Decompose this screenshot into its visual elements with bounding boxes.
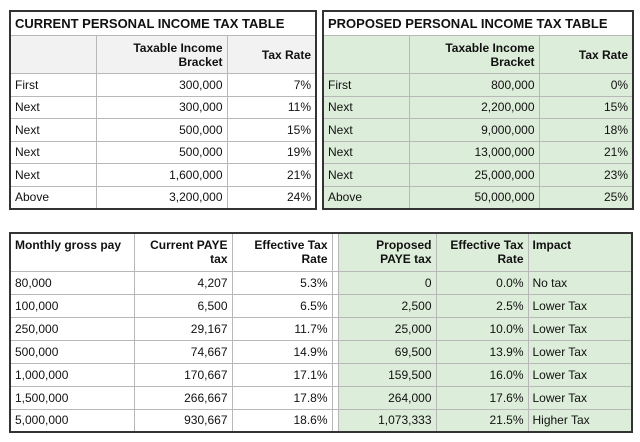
table-row: [323, 119, 633, 142]
bracket-label: Next: [323, 96, 409, 119]
gross-pay: 80,000: [10, 271, 134, 294]
current-table-title: CURRENT PERSONAL INCOME TAX TABLE: [10, 11, 316, 36]
gross-pay: 500,000: [10, 340, 134, 363]
header-impact: Impact: [528, 233, 632, 271]
current-rate: 14.9%: [232, 340, 332, 363]
table-row: [10, 74, 316, 97]
current-rate: 11.7%: [232, 317, 332, 340]
proposed-paye: 1,073,333: [338, 409, 436, 432]
impact: Lower Tax: [528, 363, 632, 386]
header-proposed-rate: Effective Tax Rate: [436, 233, 528, 271]
bracket-label: Above: [10, 186, 96, 209]
proposed-header-rate: Tax Rate: [539, 36, 633, 74]
proposed-rate: 2.5%: [436, 294, 528, 317]
proposed-paye: 25,000: [338, 317, 436, 340]
bracket-label: Next: [323, 164, 409, 187]
current-header-bracket: Taxable Income Bracket: [96, 36, 227, 74]
impact: Lower Tax: [528, 386, 632, 409]
gross-pay: 100,000: [10, 294, 134, 317]
proposed-rate: 21.5%: [436, 409, 528, 432]
current-paye: 74,667: [134, 340, 232, 363]
table-row: [323, 164, 633, 187]
proposed-paye: 159,500: [338, 363, 436, 386]
bracket-label: Next: [10, 96, 96, 119]
table-row: [10, 294, 632, 317]
current-rate: 17.8%: [232, 386, 332, 409]
proposed-tax-table: [322, 10, 634, 210]
proposed-paye: 2,500: [338, 294, 436, 317]
impact: Lower Tax: [528, 340, 632, 363]
proposed-rate: 16.0%: [436, 363, 528, 386]
gross-pay: 1,500,000: [10, 386, 134, 409]
table-row: [10, 271, 632, 294]
bracket-amount: 9,000,000: [409, 119, 539, 142]
impact: Higher Tax: [528, 409, 632, 432]
bracket-rate: 11%: [227, 96, 316, 119]
current-paye: 266,667: [134, 386, 232, 409]
table-row: [323, 74, 633, 97]
current-header-rate: Tax Rate: [227, 36, 316, 74]
bracket-rate: 18%: [539, 119, 633, 142]
table-row: [10, 164, 316, 187]
bracket-rate: 7%: [227, 74, 316, 97]
bracket-amount: 300,000: [96, 74, 227, 97]
header-gross: Monthly gross pay: [10, 233, 134, 271]
current-paye: 6,500: [134, 294, 232, 317]
bracket-label: Next: [323, 119, 409, 142]
header-proposed-paye: Proposed PAYE tax: [338, 233, 436, 271]
gross-pay: 1,000,000: [10, 363, 134, 386]
proposed-rate: 0.0%: [436, 271, 528, 294]
bracket-rate: 15%: [227, 119, 316, 142]
impact: No tax: [528, 271, 632, 294]
proposed-paye: 264,000: [338, 386, 436, 409]
impact: Lower Tax: [528, 317, 632, 340]
proposed-paye: 69,500: [338, 340, 436, 363]
table-row: [10, 141, 316, 164]
bracket-label: First: [10, 74, 96, 97]
table-row: [10, 317, 632, 340]
bracket-rate: 21%: [539, 141, 633, 164]
table-row: [323, 96, 633, 119]
proposed-rate: 13.9%: [436, 340, 528, 363]
table-row: [10, 119, 316, 142]
bracket-amount: 800,000: [409, 74, 539, 97]
table-row: [10, 363, 632, 386]
current-rate: 18.6%: [232, 409, 332, 432]
table-row: [323, 186, 633, 209]
current-tax-table: [9, 10, 317, 210]
current-paye: 930,667: [134, 409, 232, 432]
current-rate: 6.5%: [232, 294, 332, 317]
bracket-label: Above: [323, 186, 409, 209]
bracket-rate: 24%: [227, 186, 316, 209]
bracket-rate: 21%: [227, 164, 316, 187]
bracket-amount: 25,000,000: [409, 164, 539, 187]
bracket-rate: 23%: [539, 164, 633, 187]
proposed-rate: 10.0%: [436, 317, 528, 340]
table-row: [10, 409, 632, 432]
proposed-table-title: PROPOSED PERSONAL INCOME TAX TABLE: [323, 11, 633, 36]
proposed-rate: 17.6%: [436, 386, 528, 409]
bracket-amount: 500,000: [96, 119, 227, 142]
bracket-label: Next: [10, 164, 96, 187]
bracket-rate: 0%: [539, 74, 633, 97]
gross-pay: 5,000,000: [10, 409, 134, 432]
current-rate: 5.3%: [232, 271, 332, 294]
table-row: [10, 340, 632, 363]
current-paye: 4,207: [134, 271, 232, 294]
bracket-amount: 13,000,000: [409, 141, 539, 164]
current-header-blank: [10, 36, 96, 74]
table-row: [323, 141, 633, 164]
current-rate: 17.1%: [232, 363, 332, 386]
bracket-amount: 1,600,000: [96, 164, 227, 187]
bracket-rate: 25%: [539, 186, 633, 209]
current-paye: 29,167: [134, 317, 232, 340]
bracket-amount: 500,000: [96, 141, 227, 164]
bracket-label: First: [323, 74, 409, 97]
bracket-label: Next: [323, 141, 409, 164]
bracket-amount: 2,200,000: [409, 96, 539, 119]
bracket-label: Next: [10, 141, 96, 164]
impact: Lower Tax: [528, 294, 632, 317]
bracket-rate: 15%: [539, 96, 633, 119]
current-paye: 170,667: [134, 363, 232, 386]
table-row: [10, 186, 316, 209]
proposed-paye: 0: [338, 271, 436, 294]
bracket-amount: 3,200,000: [96, 186, 227, 209]
paye-comparison-table: [9, 232, 633, 433]
gross-pay: 250,000: [10, 317, 134, 340]
proposed-header-bracket: Taxable Income Bracket: [409, 36, 539, 74]
header-current-paye: Current PAYE tax: [134, 233, 232, 271]
bracket-rate: 19%: [227, 141, 316, 164]
table-row: [10, 96, 316, 119]
bracket-amount: 300,000: [96, 96, 227, 119]
proposed-header-blank: [323, 36, 409, 74]
bracket-amount: 50,000,000: [409, 186, 539, 209]
bracket-label: Next: [10, 119, 96, 142]
header-current-rate: Effective Tax Rate: [232, 233, 332, 271]
table-row: [10, 386, 632, 409]
